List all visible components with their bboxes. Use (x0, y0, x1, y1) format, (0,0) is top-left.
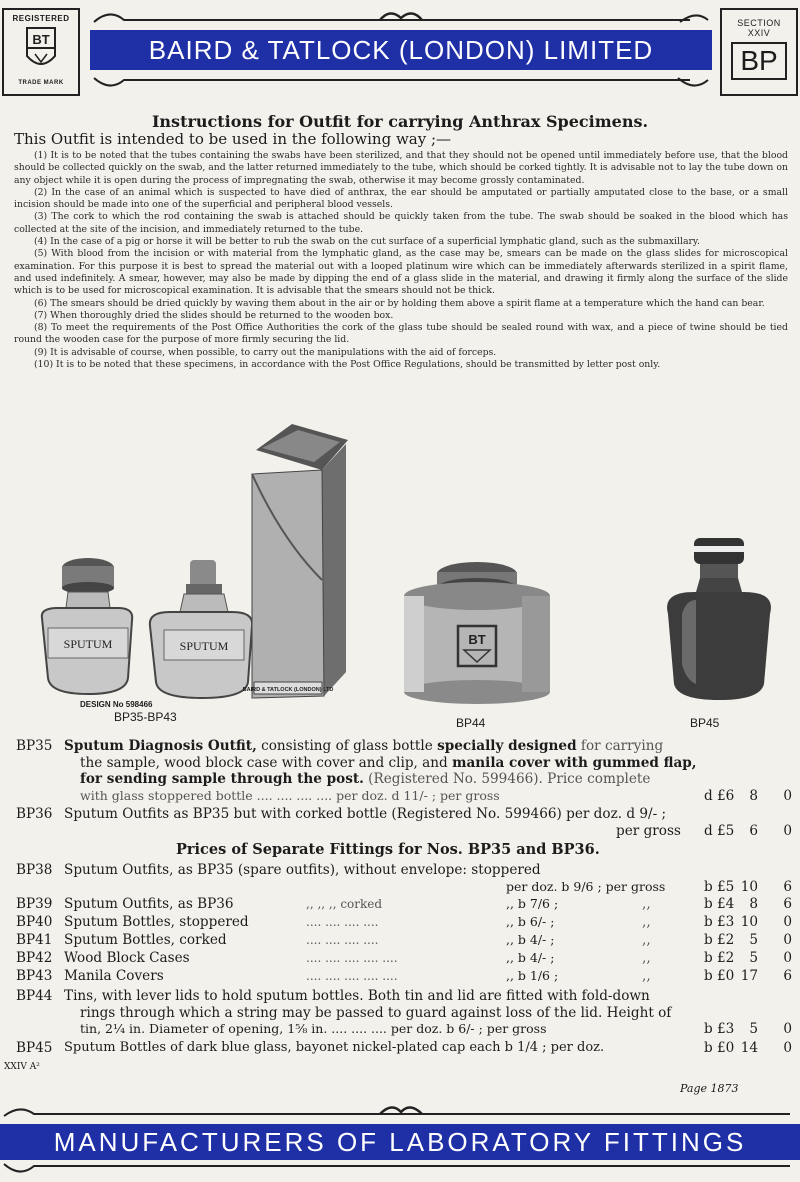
fitting-price-pounds: b £4 (704, 896, 735, 912)
trademark-badge (2, 8, 80, 96)
item-code: BP42 (16, 950, 53, 966)
fitting-price-pounds: b £3 (704, 914, 735, 930)
box-maker-label: BAIRD & TATLOCK (LONDON) LTD (242, 687, 334, 693)
fitting-price-shillings: 8 (749, 896, 758, 912)
bp35-text-2: for carrying (576, 738, 664, 754)
footer-banner: MANUFACTURERS OF LABORATORY FITTINGS (0, 1124, 800, 1160)
bp44-description-3: tin, 2¼ in. Diameter of opening, 1⅝ in. .... .... .... per doz. b 6/- ; per gross (80, 1021, 547, 1037)
bp44-description-2: rings through which a string may be passed to guard against loss of the lid. Height of (80, 1004, 672, 1021)
instructions-block (14, 150, 788, 371)
bottom-ornament (90, 72, 712, 94)
manila-cover-box-illustration (242, 420, 352, 705)
item-code: BP43 (16, 968, 53, 984)
fitting-price-pence: 6 (783, 968, 792, 984)
tin-emblem-text: BT (468, 632, 486, 647)
fitting-price-pounds: b £2 (704, 950, 735, 966)
fitting-per-gross: ,, (642, 914, 651, 930)
instruction-10: (10) It is to be noted that these specimens, in accordance with the Post Office Regulations, should be transmitted by letter post only. (34, 359, 661, 371)
instruction-2: (2) In the case of an animal which is suspected to have died of anthrax, the ear should be amputated or partially amputated close to the base, or a small incision should be made into one of the superficial and peripheral blood vessels. (14, 186, 788, 211)
fitting-per-gross: ,, (642, 968, 651, 984)
top-ornament (90, 6, 712, 28)
trademark-emblem-text: BT (32, 32, 50, 47)
bp36-description: Sputum Outfits as BP35 but with corked bottle (Registered No. 599466) per doz. d 9/- ; (64, 806, 667, 822)
instruction-1: (1) It is to be noted that the tubes containing the swabs have been sterilized, and that they should not be opened until immediately before use, that the blood should be collected quickly on the swab, and the latter returned immediately to the tube, which should be corked tightly. It is advisable not to lay the tube down on any object while it is open during the process of impregnating the swab, otherwise it may become grossly contaminated. (14, 150, 788, 186)
fitting-leader: .... .... .... .... (306, 933, 379, 947)
trademark-top-text: REGISTERED (12, 14, 70, 23)
bp36-price-pence: 0 (783, 822, 792, 839)
catalogue-entry-bp45 (16, 1040, 794, 1058)
instruction-4: (4) In the case of a pig or horse it will be better to rub the swab on the cut surface of a superficial lymphatic gland, such as the submaxillary. (34, 236, 700, 248)
instruction-8: (8) To meet the requirements of the Post Office Authorities the cork of the glass tube should be sealed round with wax, and a piece of twine should be tied round the wooden case for the purpose of more firmly securing the lid. (14, 322, 788, 346)
fitting-name: Sputum Bottles, stoppered (64, 914, 249, 930)
subheading-row (16, 842, 794, 860)
trademark-bottom-text: TRADE MARK (18, 80, 64, 86)
item-code: BP36 (16, 806, 53, 822)
bp44-price-pounds: b £3 (704, 1021, 735, 1038)
fitting-leader: .... .... .... .... (306, 915, 379, 929)
bp35-name: Sputum Diagnosis Outfit, (64, 738, 257, 754)
bp36-price-shillings: 6 (749, 822, 758, 839)
item-code: BP40 (16, 914, 53, 930)
bp38-description: Sputum Outfits, as BP35 (spare outfits), without envelope: stoppered (64, 862, 541, 878)
bp45-price-pounds: b £0 (704, 1040, 735, 1056)
page-number: Page 1873 (680, 1082, 739, 1095)
instruction-7: (7) When thoroughly dried the slides should be returned to the wooden box. (34, 309, 394, 321)
item-code: BP38 (16, 862, 53, 878)
design-number: DESIGN No 598466 (80, 700, 153, 709)
fitting-price-per-doz: ,, b 7/6 ; (506, 896, 559, 911)
bp35-emphasis-1: specially designed (437, 738, 577, 754)
footer-bottom-ornament (0, 1160, 800, 1180)
bp35-text-1: consisting of glass bottle (256, 738, 438, 754)
fitting-price-per-doz: ,, b 1/6 ; (506, 968, 559, 983)
item-code: BP41 (16, 932, 53, 948)
bottle-label-1: SPUTUM (63, 637, 113, 651)
item-code: BP39 (16, 896, 53, 912)
caption-bp44: BP44 (456, 716, 486, 730)
fitting-leader: ,, ,, ,, corked (306, 897, 383, 911)
bp35-emphasis-2: manila cover with gummed flap, (452, 754, 697, 771)
bp45-price-shillings: 14 (740, 1040, 758, 1056)
section-badge (720, 8, 798, 96)
instruction-9: (9) It is advisable of course, when possible, to carry out the manipulations with the aid of forceps. (34, 346, 497, 358)
intro-text: This Outfit is intended to be used in the following way ;— (14, 130, 452, 148)
fitting-price-shillings: 10 (740, 914, 758, 930)
instruction-6: (6) The smears should be dried quickly by waving them about in the air or by holding them above a spirit flame at a temperature which the hand can bear. (34, 297, 765, 309)
fitting-name: Sputum Outfits, as BP36 (64, 896, 234, 912)
bp45-price-pence: 0 (783, 1040, 792, 1056)
instruction-3: (3) The cork to which the rod containing the swab is attached should be quickly taken from the tube. The swab should be soaked in the blood which has collected at the site of the incision, and immediately returned to the tube. (14, 211, 788, 235)
sputum-tin-illustration (392, 556, 562, 706)
footer-top-ornament (0, 1102, 800, 1122)
instruction-5: (5) With blood from the incision or with material from the lymphatic gland, as the case may be, smears can be made on the glass slides for microscopical examination. For this purpose it is best to spread the material out with a looped platinum wire which can be immediately afterwards sterilized in a spirit flame, and used indefinitely. A smear, however, may also be made by dipping the end of a glass slide in the material, and drawing it firmly along the surface of the slide which is to be used for microscopical examination. It is advisable that the smears should not be thick. (14, 248, 788, 297)
bp35-price-shillings: 8 (749, 787, 758, 804)
bp44-price-shillings: 5 (749, 1021, 758, 1038)
bp38-unit: per doz. b 9/6 ; per gross (506, 878, 666, 894)
item-code: BP45 (16, 1040, 53, 1056)
caption-bp35-bp43: BP35-BP43 (114, 710, 177, 724)
stoppered-bottle-illustration (28, 548, 138, 698)
section-number: XXIV (747, 28, 771, 38)
catalogue-entry-bp35 (16, 738, 794, 804)
fitting-price-pence: 0 (783, 950, 792, 966)
fitting-price-per-doz: ,, b 4/- ; (506, 932, 555, 947)
dark-blue-bottle-illustration (656, 534, 782, 704)
bp44-description-1: Tins, with lever lids to hold sputum bottles. Both tin and lid are fitted with fold-down (64, 988, 650, 1004)
caption-bp45: BP45 (690, 716, 720, 730)
item-code: BP35 (16, 738, 53, 754)
item-code: BP44 (16, 988, 53, 1004)
bp35-text-5: with glass stoppered bottle .... .... .... .... per doz. d 11/- ; per gross (80, 787, 500, 803)
fitting-price-pence: 6 (783, 896, 792, 912)
subheading: Prices of Separate Fittings for Nos. BP35 and BP36. (176, 841, 600, 858)
catalogue-entry-bp44 (16, 988, 794, 1040)
fitting-price-pounds: b £2 (704, 932, 735, 948)
fitting-leader: .... .... .... .... .... (306, 969, 398, 983)
fitting-price-shillings: 17 (740, 968, 758, 984)
trademark-shield-icon (25, 26, 57, 74)
fitting-name: Sputum Bottles, corked (64, 932, 227, 948)
bp38-price-shillings: 10 (740, 878, 758, 895)
footer-reference: XXIV A² (4, 1062, 40, 1072)
fitting-price-per-doz: ,, b 4/- ; (506, 950, 555, 965)
fitting-name: Wood Block Cases (64, 950, 190, 966)
fitting-name: Manila Covers (64, 968, 164, 984)
fitting-price-pence: 0 (783, 932, 792, 948)
bp45-description: Sputum Bottles of dark blue glass, bayonet nickel-plated cap each b 1/4 ; per doz. (64, 1040, 605, 1055)
bp38-price-pounds: b £5 (704, 878, 735, 895)
fitting-price-shillings: 5 (749, 932, 758, 948)
section-label: SECTION (737, 18, 781, 28)
bp35-emphasis-3: for sending sample through the post. (80, 771, 364, 788)
bp35-price-pence: 0 (783, 787, 792, 804)
bottle-label-2: SPUTUM (179, 639, 229, 653)
catalogue-entry-bp36 (16, 806, 794, 840)
fitting-per-gross: ,, (642, 896, 651, 912)
bp44-price-pence: 0 (783, 1021, 792, 1038)
company-banner: BAIRD & TATLOCK (LONDON) LIMITED (90, 30, 712, 70)
catalogue-entry-bp38 (16, 862, 794, 896)
fitting-price-shillings: 5 (749, 950, 758, 966)
bp35-text-3: the sample, wood block case with cover and clip, and (80, 754, 453, 771)
bp38-price-pence: 6 (783, 878, 792, 895)
fittings-table (16, 896, 794, 986)
fitting-leader: .... .... .... .... .... (306, 951, 398, 965)
bp36-price-pounds: d £5 (704, 822, 735, 839)
fitting-price-pence: 0 (783, 914, 792, 930)
bp36-unit: per gross (616, 822, 681, 839)
fitting-per-gross: ,, (642, 932, 651, 948)
bp35-price-pounds: d £6 (704, 787, 735, 804)
section-code: BP (731, 42, 787, 80)
bp35-text-4: (Registered No. 599466). Price complete (363, 771, 651, 788)
fitting-price-per-doz: ,, b 6/- ; (506, 914, 555, 929)
fitting-per-gross: ,, (642, 950, 651, 966)
fitting-price-pounds: b £0 (704, 968, 735, 984)
page-title: Instructions for Outfit for carrying Anthrax Specimens. (151, 112, 649, 131)
